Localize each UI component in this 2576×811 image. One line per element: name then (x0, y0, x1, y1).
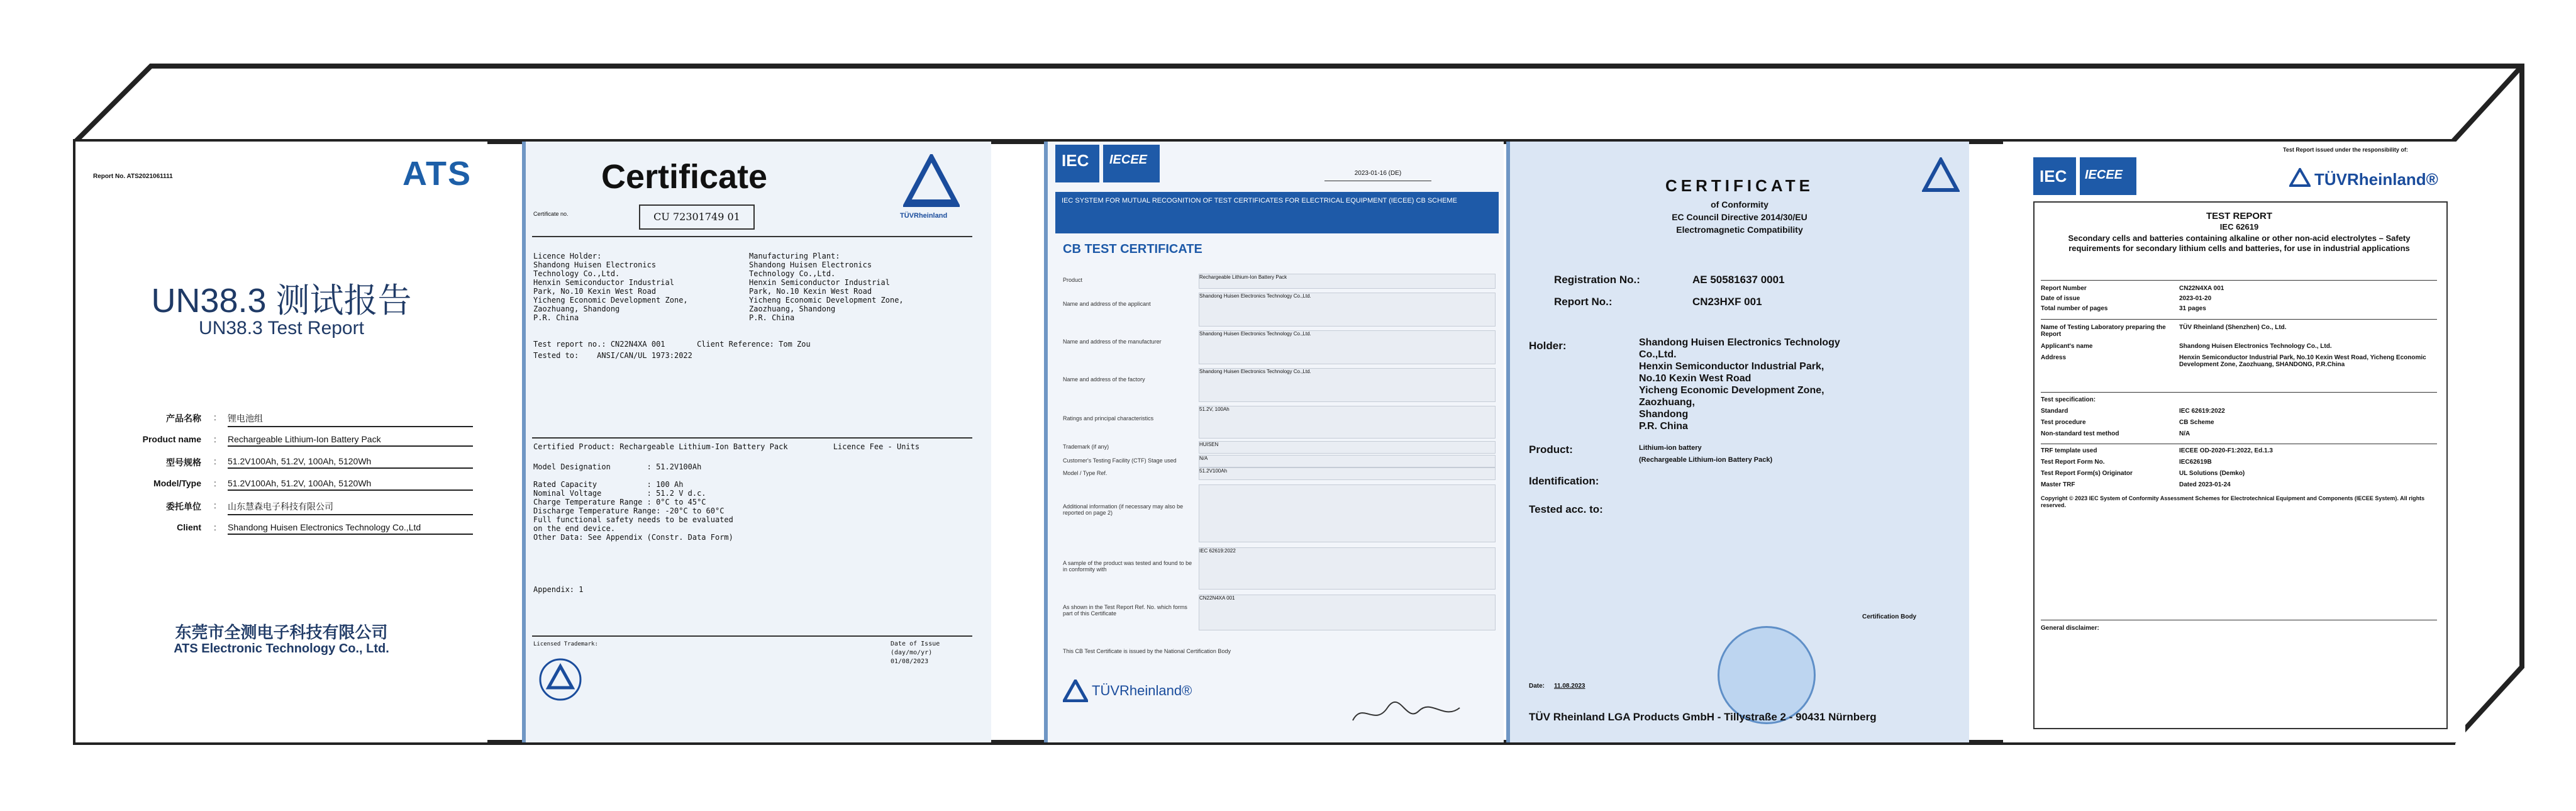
divider (2041, 319, 2437, 320)
certificate-title: Certificate (601, 158, 768, 196)
kv-key: Master TRF (2041, 481, 2075, 488)
kv-value: 2023-01-20 (2179, 295, 2212, 302)
kv-key: TRF template used (2041, 447, 2097, 454)
info-label: 产品名称 (166, 413, 201, 423)
row-label: Name and address of the manufacturer (1063, 338, 1162, 345)
ats-report-cover (75, 142, 487, 742)
info-value: 山东慧森电子科技有限公司 (228, 500, 473, 515)
kv-key: Standard (2041, 408, 2068, 415)
info-label: 型号规格 (166, 457, 201, 467)
kv-value: IECEE OD-2020-F1:2022, Ed.1.3 (2179, 447, 2273, 454)
certification-seal-icon (1718, 626, 1816, 724)
tuv-brand-text: TÜVRheinland® (1092, 683, 1192, 698)
report-subtitle: Secondary cells and batteries containing alkaline or other non-acid electrolytes – Safety requirements for secondary lithium cells and batteries, for use in industrial applications (2068, 233, 2411, 253)
kv-value: Dated 2023-01-24 (2179, 481, 2231, 488)
kv-key: Test procedure (2041, 419, 2086, 426)
info-value: Shandong Huisen Electronics Technology Co.,Ltd (228, 522, 473, 535)
kv-key: Report Number (2041, 285, 2087, 292)
row-label: Name and address of the applicant (1063, 301, 1151, 307)
tuv-triangle-logo-icon (1922, 157, 1960, 195)
test-report-no: Test report no.: CN22N4XA 001 Client Reference: Tom Zou (533, 340, 811, 349)
product-specs: Model Designation : 51.2V100Ah Rated Capacity : 100 Ah Nominal Voltage : 51.2 V d.c. Charge Temperature Range : 0°C to 45°C Discharge Temperature Range: -20°C to 60°C Full functional safety needs to be evaluated on the end device. Other Data: See Appendix (Constr. Data Form) (533, 462, 733, 542)
info-label: 委托单位 (166, 501, 201, 512)
kv-value: IEC 62619:2022 (2179, 408, 2225, 415)
divider (2041, 392, 2437, 393)
iec-iecee-logo-icon (1055, 145, 1282, 186)
row-value (1199, 484, 1496, 542)
certification-body: Certification Body (1862, 613, 1917, 620)
kv-key: Applicant's name (2041, 343, 2093, 350)
row-value: Shandong Huisen Electronics Technology Co.,Ltd. (1199, 368, 1496, 402)
row-value: IEC 62619:2022 (1199, 547, 1496, 590)
date-of-issue: Date of Issue (day/mo/yr) 01/08/2023 (891, 640, 940, 665)
kv-key: Name of Testing Laboratory preparing the Report (2041, 324, 2166, 338)
row-value: CN22N4XA 001 (1199, 595, 1496, 630)
kv-value: N/A (2179, 430, 2190, 437)
registration-number: AE 50581637 0001 (1692, 274, 1785, 286)
licence-holder: Licence Holder: Shandong Huisen Electronics Technology Co.,Ltd. Henxin Semiconductor Industrial Park, No.10 Kexin West Road Yicheng Economic Development Zone, Zaozhuang, Shandong P.R. China (533, 252, 688, 322)
iec-label: IEC (1062, 151, 1089, 170)
info-label: Client (177, 522, 201, 532)
kv-value: CB Scheme (2179, 419, 2214, 426)
kv-key: Test specification: (2041, 396, 2096, 403)
tuv-mark-icon (538, 657, 582, 702)
issuer-footer: TÜV Rheinland LGA Products GmbH - Tillystraße 2 - 90431 Nürnberg (1529, 711, 1877, 723)
kv-value: Shandong Huisen Electronics Technology Co., Ltd. (2179, 343, 2332, 350)
divider (2041, 280, 2437, 281)
iec-test-report (2003, 142, 2465, 742)
row-label: Customer's Testing Facility (CTF) Stage used (1063, 457, 1177, 464)
identification-label: Identification: (1529, 475, 1599, 487)
row-label: Model / Type Ref. (1063, 470, 1108, 476)
row-label: Trademark (if any) (1063, 444, 1109, 450)
manufacturing-plant: Manufacturing Plant: Shandong Huisen Electronics Technology Co.,Ltd. Henxin Semiconductor Industrial Park, No.10 Kexin West Road Yicheng Economic Development Zone, Zaozhuang, Shandong P.R. China (749, 252, 904, 322)
responsibility-note: Test Report issued under the responsibility of: (2283, 147, 2408, 153)
tuv-triangle-logo-icon (2289, 168, 2311, 187)
iec-label: IEC (2040, 167, 2067, 186)
info-row: Model/Type : 51.2V100Ah, 51.2V, 100Ah, 5120Wh (88, 478, 465, 493)
row-value: Shandong Huisen Electronics Technology Co.,Ltd. (1199, 330, 1496, 364)
report-title-en: UN38.3 Test Report (199, 318, 364, 338)
kv-key: Non-standard test method (2041, 430, 2119, 437)
tuv-brand-text: TÜVRheinland® (2314, 170, 2438, 189)
cert-no-label: Certificate no. (533, 211, 569, 217)
licensed-trademark: Licensed Trademark: (533, 641, 598, 647)
certificate-number: CU 72301749 01 (639, 204, 755, 230)
general-disclaimer: General disclaimer: (2041, 625, 2099, 632)
row-value: 51.2V100Ah (1199, 467, 1496, 480)
report-number: Report No. ATS2021061111 (93, 173, 173, 180)
ats-logo: ATS (402, 155, 472, 193)
divider (532, 437, 972, 439)
kv-value: IEC62619B (2179, 459, 2212, 466)
holder-value: Shandong Huisen Electronics Technology Co.,Ltd. Henxin Semiconductor Industrial Park, No.10 Kexin West Road Yicheng Economic Development Zone, Zaozhuang, Shandong P.R. China (1639, 337, 1840, 432)
kv-value: 31 pages (2179, 305, 2206, 312)
row-label: Additional information (if necessary may also be reported on page 2) (1063, 503, 1184, 516)
iecee-label: IECEE (2085, 168, 2123, 182)
issue-date: 2023-01-16 (DE) (1324, 167, 1431, 181)
holder-label: Holder: (1529, 340, 1567, 352)
info-value: Rechargeable Lithium-Ion Battery Pack (228, 434, 473, 447)
tested-label: Tested acc. to: (1529, 503, 1603, 515)
divider (532, 635, 972, 637)
registration-label: Registration No.: (1554, 274, 1640, 286)
row-value: HUISEN (1199, 441, 1496, 454)
iecee-scheme-band: IEC SYSTEM FOR MUTUAL RECOGNITION OF TEST CERTIFICATES FOR ELECTRICAL EQUIPMENT (IECEE) CB SCHEME (1055, 192, 1499, 233)
certified-product: Certified Product: Rechargeable Lithium-Ion Battery Pack Licence Fee - Units (533, 442, 920, 451)
directive-subject: Electromagnetic Compatibility (1676, 225, 1803, 235)
kv-key: Test Report Form No. (2041, 459, 2105, 466)
row-label: Name and address of the factory (1063, 376, 1145, 383)
emc-certificate (1506, 142, 1969, 742)
kv-key: Date of issue (2041, 295, 2080, 302)
cb-certificate-title: CB TEST CERTIFICATE (1063, 242, 1202, 256)
row-label: As shown in the Test Report Ref. No. which forms part of this Certificate (1063, 604, 1187, 617)
row-value: Shandong Huisen Electronics Technology Co.,Ltd. (1199, 293, 1496, 327)
certificate-title: CERTIFICATE (1665, 176, 1814, 195)
info-row: 型号规格 : 51.2V100Ah, 51.2V, 100Ah, 5120Wh (88, 456, 465, 471)
tuv-certificate (522, 142, 991, 742)
kv-value: Henxin Semiconductor Industrial Park, No.10 Kexin West Road, Yicheng Economic Development Zone, Zaozhuang, SHANDONG, P.R.China (2179, 354, 2426, 368)
date-value: 11.08.2023 (1554, 683, 1585, 690)
kv-key: Address (2041, 354, 2067, 361)
tested-to: Tested to: ANSI/CAN/UL 1973:2022 (533, 351, 692, 360)
kv-value: TÜV Rheinland (Shenzhen) Co., Ltd. (2179, 324, 2287, 331)
row-label: A sample of the product was tested and found to be in conformity with (1063, 560, 1192, 573)
kv-value: CN22N4XA 001 (2179, 285, 2224, 292)
product-value: Lithium-ion battery (Rechargeable Lithium-ion Battery Pack) (1639, 444, 1773, 464)
info-label: Product name (142, 434, 201, 444)
company-name-cn: 东莞市全测电子科技有限公司 (175, 623, 388, 642)
report-standard: IEC 62619 (2219, 222, 2259, 232)
info-value: 锂电池组 (228, 412, 473, 427)
report-title-cn: UN38.3 测试报告 (151, 282, 412, 320)
info-value: 51.2V100Ah, 51.2V, 100Ah, 5120Wh (228, 478, 473, 491)
report-label: Report No.: (1554, 296, 1613, 308)
signature-icon (1350, 695, 1463, 733)
row-value: Rechargeable Lithium-Ion Battery Pack (1199, 274, 1496, 289)
divider (532, 236, 972, 237)
certificate-subtitle: of Conformity (1711, 199, 1768, 210)
info-row: Product name : Rechargeable Lithium-Ion Battery Pack (88, 434, 465, 449)
iecee-label: IECEE (1109, 153, 1148, 167)
report-number: CN23HXF 001 (1692, 296, 1762, 308)
cb-test-certificate (1044, 142, 1504, 742)
tuv-brand-text: TÜVRheinland (900, 212, 948, 220)
company-name-en: ATS Electronic Technology Co., Ltd. (174, 642, 389, 656)
row-value: N/A (1199, 455, 1496, 467)
kv-key: Test Report Form(s) Originator (2041, 470, 2133, 477)
row-label: This CB Test Certificate is issued by the National Certification Body (1063, 648, 1231, 654)
row-label: Product (1063, 277, 1083, 283)
info-row: 产品名称 : 锂电池组 (88, 412, 465, 427)
directive: EC Council Directive 2014/30/EU (1672, 212, 1807, 222)
report-title: TEST REPORT (2206, 211, 2272, 221)
product-label: Product: (1529, 444, 1573, 456)
kv-key: Total number of pages (2041, 305, 2108, 312)
date-label: Date: (1529, 683, 1545, 690)
copyright-notice: Copyright © 2023 IEC System of Conformity Assessment Schemes for Electrotechnical Equipment and Components (IECEE System). All rights reserved. (2041, 495, 2425, 508)
info-row: 委托单位 : 山东慧森电子科技有限公司 (88, 500, 465, 515)
info-value: 51.2V100Ah, 51.2V, 100Ah, 5120Wh (228, 456, 473, 469)
tuv-triangle-logo-icon (903, 154, 960, 211)
info-row: Client : Shandong Huisen Electronics Technology Co.,Ltd (88, 522, 465, 537)
info-label: Model/Type (153, 478, 201, 488)
row-value: 51.2V, 100Ah (1199, 406, 1496, 439)
appendix: Appendix: 1 (533, 585, 584, 594)
tuv-triangle-logo-icon (1063, 680, 1088, 702)
row-label: Ratings and principal characteristics (1063, 415, 1154, 422)
kv-value: UL Solutions (Demko) (2179, 470, 2245, 477)
